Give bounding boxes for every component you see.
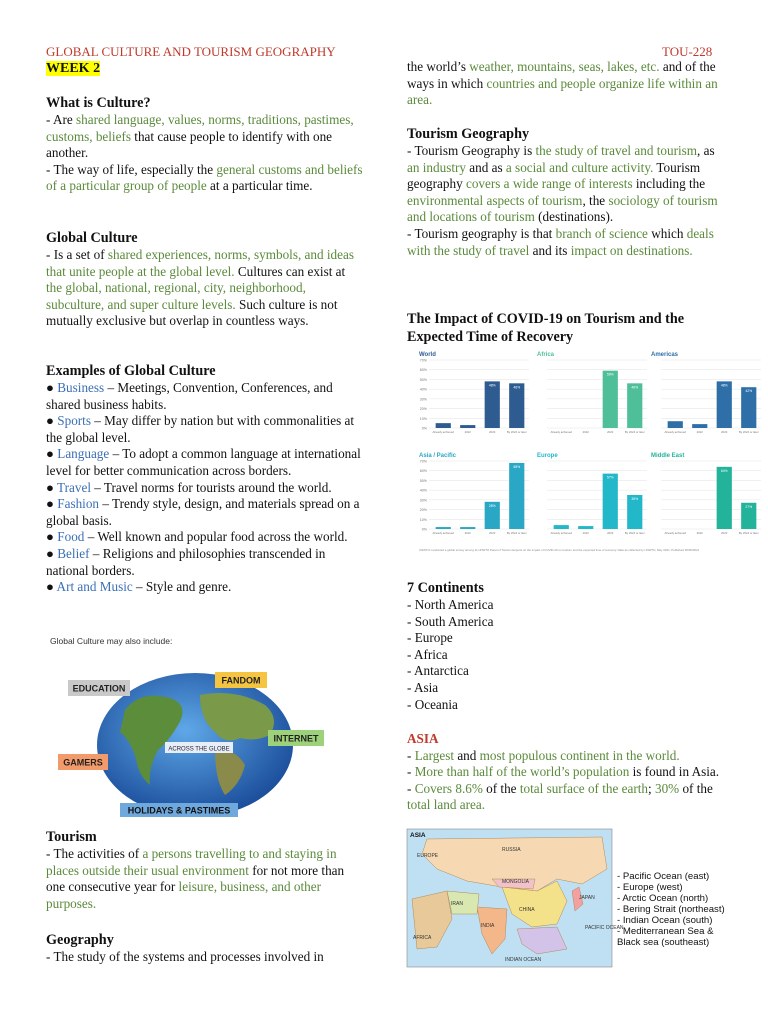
global-culture-def: - Is a set of shared experiences, norms, symbols, and ideas that unite people at the global level. Cultures can exist at the global, national, regional, city, neighborhood, subculture, and super culture levels. Such culture is not mutually exclusive but overlap in countless ways. xyxy=(46,247,354,329)
globe-figure-title: Global Culture may also include: xyxy=(50,636,173,646)
bar-label: 46% xyxy=(513,385,521,390)
examples-list xyxy=(46,380,364,596)
bar-label: 68% xyxy=(513,464,521,469)
tourism-geography-heading: Tourism Geography xyxy=(407,126,530,142)
tourism-geography-def-2: - Tourism geography is that branch of science which deals with the study of travel and its impact on destinations. xyxy=(407,225,714,258)
bullet: ● xyxy=(46,545,58,561)
bar xyxy=(460,425,475,428)
example-item xyxy=(46,380,364,413)
continents-list xyxy=(407,597,727,713)
panel-title: Asia / Pacific xyxy=(419,453,457,459)
example-term: Sports xyxy=(57,413,91,429)
chart-note: UNWTO conducted a global survey among its UNWTO Panel of Tourism Experts on the impact of COVID-19 on tourism and the expected time of recovery. Data as collected by UNWTO, May 2021. Published 30/06/2021 xyxy=(419,548,700,552)
bar xyxy=(578,526,593,529)
fandom-label: FANDOM xyxy=(221,675,261,686)
x-tick-label: 2022 xyxy=(582,430,589,434)
example-item xyxy=(46,413,364,446)
example-desc: – May differ by nation but with commonalities at the global level. xyxy=(46,413,355,445)
y-tick-label: 0% xyxy=(421,527,427,532)
y-tick-label: 20% xyxy=(419,508,427,513)
example-term: Travel xyxy=(57,479,91,495)
course-title: GLOBAL CULTURE AND TOURISM GEOGRAPHY xyxy=(46,44,336,59)
covid-section xyxy=(407,310,727,346)
x-tick-label: 2023 xyxy=(607,430,614,434)
y-tick-label: 10% xyxy=(419,416,427,421)
bullet: ● xyxy=(46,479,58,495)
map-label: IRAN xyxy=(451,901,463,907)
geography-def-cont: the world’s weather, mountains, seas, lakes, etc. and of the ways in which countries and people organize life within an area. xyxy=(407,59,718,108)
y-tick-label: 40% xyxy=(419,387,427,392)
map-label: INDIA xyxy=(481,923,495,929)
panel-title: Middle East xyxy=(651,453,685,459)
example-term: Business xyxy=(57,380,105,395)
continents-heading: 7 Continents xyxy=(407,580,484,596)
example-item xyxy=(46,446,364,479)
bullet: ● xyxy=(46,380,58,395)
continents-section xyxy=(407,580,727,713)
example-desc: – Travel norms for tourists around the world. xyxy=(90,479,332,495)
bar xyxy=(627,383,642,428)
global-culture-section xyxy=(46,230,364,330)
geography-def-start: - The study of the systems and processes involved in xyxy=(46,949,324,964)
bar xyxy=(668,421,683,428)
bullet: ● xyxy=(46,579,57,595)
asia-border-item: - Mediterranean Sea & xyxy=(617,926,714,937)
culture-def-1: - Are shared language, values, norms, traditions, pastimes, customs, beliefs that cause people to identify with one another. xyxy=(46,112,354,161)
y-tick-label: 10% xyxy=(419,517,427,522)
example-desc: – Well known and popular food across the world. xyxy=(84,529,348,545)
example-desc: – Style and genre. xyxy=(132,579,232,595)
tourism-heading: Tourism xyxy=(46,829,97,845)
tourism-geography-def-1: - Tourism Geography is the study of travel and tourism, as an industry and as a social and culture activity. Tourism geography covers a wide range of interests including the environmental aspects of tourism, the sociology of tourism and locations of tourism (destinations). xyxy=(407,143,718,225)
continent-item: - Africa xyxy=(407,646,448,662)
bar xyxy=(554,525,569,529)
continent-item: - Antarctica xyxy=(407,663,469,679)
y-tick-label: 50% xyxy=(419,478,427,483)
asia-border-item: - Bering Strait (northeast) xyxy=(617,904,725,915)
globe-illustration xyxy=(50,650,350,815)
y-tick-label: 70% xyxy=(419,358,427,363)
bullet: ● xyxy=(46,529,58,545)
asia-border-item: Black sea (southeast) xyxy=(617,937,710,948)
map-label: EUROPE xyxy=(417,853,439,859)
x-tick-label: 2023 xyxy=(489,430,496,434)
continent-item: - North America xyxy=(407,597,494,612)
internet-label: INTERNET xyxy=(273,733,319,744)
y-tick-label: 40% xyxy=(419,488,427,493)
bar-label: 28% xyxy=(488,503,496,508)
y-tick-label: 0% xyxy=(421,426,427,431)
examples-heading: Examples of Global Culture xyxy=(46,363,216,379)
panel-title: World xyxy=(419,352,436,358)
x-tick-label: 2023 xyxy=(607,531,614,535)
x-tick-label: 2022 xyxy=(464,430,471,434)
map-label: CHINA xyxy=(519,907,535,913)
bar-label: 64% xyxy=(720,468,728,473)
asia-border-item: - Arctic Ocean (north) xyxy=(617,893,709,904)
bar xyxy=(460,527,475,529)
culture-heading: What is Culture? xyxy=(46,95,151,111)
bar-label: 48% xyxy=(488,383,496,388)
geography-continued xyxy=(407,59,727,109)
example-term: Food xyxy=(57,529,85,545)
asia-map-title: ASIA xyxy=(410,832,426,839)
example-term: Language xyxy=(57,446,110,462)
x-tick-label: Already achieved xyxy=(432,531,454,535)
tourism-section xyxy=(46,829,364,912)
week-label: WEEK 2 xyxy=(46,61,101,76)
bar xyxy=(485,381,500,428)
example-desc: – To adopt a common language at international level for better communication across borders. xyxy=(46,446,361,478)
x-tick-label: Already achieved xyxy=(664,531,686,535)
map-label: INDIAN OCEAN xyxy=(505,957,542,963)
bullet: ● xyxy=(46,446,58,462)
bar xyxy=(692,424,707,428)
bar-label: 57% xyxy=(606,475,614,480)
asia-section xyxy=(407,731,727,814)
y-tick-label: 30% xyxy=(419,498,427,503)
y-tick-label: 50% xyxy=(419,377,427,382)
example-term: Art and Music xyxy=(56,579,133,595)
bar xyxy=(717,381,732,428)
x-tick-label: 2023 xyxy=(489,531,496,535)
bar xyxy=(436,527,451,529)
bar xyxy=(603,474,618,529)
bar-label: 59% xyxy=(606,372,614,377)
x-tick-label: Already achieved xyxy=(664,430,686,434)
geography-section xyxy=(46,932,364,966)
course-code: TOU-228 xyxy=(662,44,713,59)
bar-label: 27% xyxy=(745,504,753,509)
x-tick-label: By 2024 or later xyxy=(624,430,645,434)
x-tick-label: By 2024 or later xyxy=(738,531,759,535)
bar xyxy=(603,371,618,428)
y-tick-label: 60% xyxy=(419,368,427,373)
continent-item: - Europe xyxy=(407,630,453,646)
x-tick-label: Already achieved xyxy=(432,430,454,434)
example-item xyxy=(46,496,364,529)
bar xyxy=(509,383,524,428)
global-culture-heading: Global Culture xyxy=(46,230,138,246)
culture-def-2: - The way of life, especially the general customs and beliefs of a particular group of people at a particular time. xyxy=(46,161,363,194)
education-label: EDUCATION xyxy=(72,683,126,694)
map-label: RUSSIA xyxy=(502,847,521,853)
asia-map xyxy=(407,829,624,967)
example-item xyxy=(46,546,364,579)
panel-title: Europe xyxy=(537,453,558,459)
culture-section xyxy=(46,95,364,195)
bar xyxy=(717,467,732,529)
across-globe-label: ACROSS THE GLOBE xyxy=(168,746,230,753)
map-label: JAPAN xyxy=(579,895,595,901)
covid-heading: The Impact of COVID-19 on Tourism and the Expected Time of Recovery xyxy=(407,311,685,345)
example-item xyxy=(46,579,364,596)
x-tick-label: 2022 xyxy=(696,430,703,434)
y-tick-label: 60% xyxy=(419,469,427,474)
covid-recovery-chart xyxy=(405,346,765,564)
holidays-label: HOLIDAYS & PASTIMES xyxy=(127,805,231,816)
asia-heading: ASIA xyxy=(407,731,439,746)
map-label: PACIFIC OCEAN xyxy=(585,925,624,931)
example-term: Fashion xyxy=(57,496,100,512)
example-term: Belief xyxy=(57,545,90,561)
examples-section xyxy=(46,363,364,596)
bar xyxy=(741,387,756,428)
y-tick-label: 70% xyxy=(419,459,427,464)
tourism-geography-section xyxy=(407,126,727,259)
y-tick-label: 30% xyxy=(419,397,427,402)
asia-fact-1: - Largest and most populous continent in the world. xyxy=(407,747,680,763)
map-label: AFRICA xyxy=(413,935,432,941)
continent-item: - Asia xyxy=(407,679,439,695)
x-tick-label: 2022 xyxy=(464,531,471,535)
example-item xyxy=(46,529,364,546)
gamers-label: GAMERS xyxy=(63,757,103,768)
example-desc: – Religions and philosophies transcended in national borders. xyxy=(46,545,326,578)
y-tick-label: 20% xyxy=(419,407,427,412)
example-desc: – Trendy style, design, and materials spread on a global basis. xyxy=(46,496,360,528)
example-item xyxy=(46,480,364,497)
panel-title: Africa xyxy=(537,352,555,358)
map-label: MONGOLIA xyxy=(502,879,529,885)
x-tick-label: 2023 xyxy=(721,430,728,434)
asia-border-item: - Pacific Ocean (east) xyxy=(617,871,710,882)
continent-item: - Oceania xyxy=(407,696,458,712)
asia-borders-list xyxy=(617,871,725,948)
continent-item: - South America xyxy=(407,613,494,629)
x-tick-label: 2022 xyxy=(582,531,589,535)
bar-label: 42% xyxy=(745,389,753,394)
asia-border-item: - Europe (west) xyxy=(617,882,683,893)
example-desc: – Meetings, Convention, Conferences, and shared business habits. xyxy=(46,380,333,412)
bar xyxy=(509,463,524,529)
asia-fact-3: - Covers 8.6% of the total surface of the earth; 30% of the total land area. xyxy=(407,780,713,813)
bar-label: 46% xyxy=(631,385,639,390)
geography-heading: Geography xyxy=(46,932,114,948)
bar-label: 48% xyxy=(720,383,728,388)
x-tick-label: By 2024 or later xyxy=(506,430,527,434)
x-tick-label: 2023 xyxy=(721,531,728,535)
bar xyxy=(436,423,451,428)
panel-title: Americas xyxy=(651,352,679,358)
bar-label: 35% xyxy=(631,497,639,501)
x-tick-label: Already achieved xyxy=(550,531,572,535)
x-tick-label: By 2024 or later xyxy=(738,430,759,434)
bullet: ● xyxy=(46,496,58,512)
x-tick-label: 2022 xyxy=(696,531,703,535)
x-tick-label: Already achieved xyxy=(550,430,572,434)
x-tick-label: By 2024 or later xyxy=(506,531,527,535)
tourism-def: - The activities of a persons travelling to and staying in places outside their usual environment for not more than one consecutive year for leisure, business, and other purposes. xyxy=(46,846,345,911)
globe-figure xyxy=(50,633,350,816)
bullet: ● xyxy=(46,413,58,429)
x-tick-label: By 2024 or later xyxy=(624,531,645,535)
asia-fact-2: - More than half of the world’s population is found in Asia. xyxy=(407,764,720,780)
asia-border-item: - Indian Ocean (south) xyxy=(617,915,713,926)
